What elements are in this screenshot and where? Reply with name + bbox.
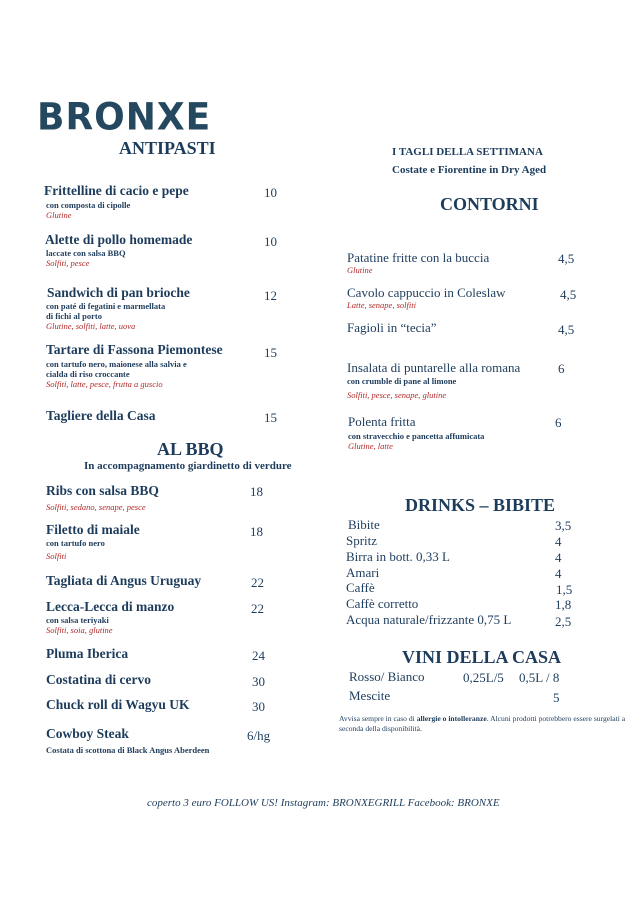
- drink-price: 4: [555, 566, 562, 581]
- menu-item-desc: con paté di fegatini e marmellata: [46, 301, 166, 311]
- menu-item-price: 18: [250, 484, 263, 499]
- menu-item-desc: con tartufo nero, maionese alla salvia e: [46, 359, 187, 369]
- tagli-subtitle: Costate e Fiorentine in Dry Aged: [392, 164, 547, 176]
- menu-item-allergens: Solfiti, latte, pesce, frutta a guscio: [46, 379, 163, 389]
- menu-item-name: Insalata di puntarelle alla romana: [347, 360, 521, 375]
- drink-price: 1,5: [556, 582, 573, 597]
- notice-bold: allergie o intolleranze: [416, 714, 487, 723]
- drink-price: 3,5: [555, 518, 572, 533]
- contorni-title: CONTORNI: [440, 194, 539, 214]
- drink-name: Bibite: [348, 517, 380, 532]
- bbq-subtitle: In accompagnamento giardinetto di verdure: [84, 460, 292, 472]
- menu-item-price: 24: [252, 648, 265, 663]
- menu-item-desc: con salsa teriyaki: [46, 615, 109, 625]
- menu-item-allergens: Glutine: [347, 265, 373, 275]
- notice-prefix: Avvisa sempre in caso di: [339, 714, 417, 723]
- menu-item-name: Frittelline di cacio e pepe: [44, 183, 189, 198]
- menu-item-price: 6: [555, 415, 562, 430]
- tagli-title: I TAGLI DELLA SETTIMANA: [392, 146, 543, 158]
- mescite-price: 5: [553, 690, 560, 705]
- wine-half-price: 0,5L / 8: [519, 670, 560, 685]
- menu-item-price: 15: [264, 345, 277, 360]
- menu-item-allergens: Solfiti, pesce: [46, 258, 90, 268]
- menu-item-allergens: Glutine, latte: [348, 441, 393, 451]
- menu-item-name: Cavolo cappuccio in Coleslaw: [347, 285, 506, 300]
- menu-item-desc: Costata di scottona di Black Angus Aberdeen: [46, 745, 210, 755]
- menu-item-name: Patatine fritte con la buccia: [347, 250, 490, 265]
- menu-item-desc: con composta di cipolle: [46, 200, 131, 210]
- antipasti-title: ANTIPASTI: [119, 138, 216, 158]
- menu-item-price: 22: [251, 575, 264, 590]
- menu-item-name: Chuck roll di Wagyu UK: [46, 697, 190, 712]
- menu-item-allergens: Solfiti: [46, 551, 67, 561]
- menu-item-desc-2: cialda di riso croccante: [46, 369, 130, 379]
- drinks-title: DRINKS – BIBITE: [405, 495, 556, 515]
- menu-item-name: Alette di pollo homemade: [45, 232, 193, 247]
- menu-item-name: Fagioli in “tecia”: [347, 320, 437, 335]
- menu-item-name: Costatina di cervo: [46, 672, 151, 687]
- menu-item-price: 4,5: [558, 322, 575, 337]
- menu-item-name: Tagliere della Casa: [46, 408, 156, 423]
- drink-name: Caffè: [346, 580, 375, 595]
- menu-item-name: Pluma Iberica: [46, 646, 129, 661]
- menu-item-price: 30: [252, 699, 265, 714]
- menu-item-desc: con crumble di pane al limone: [347, 376, 457, 386]
- menu-item-allergens: Glutine: [46, 210, 72, 220]
- menu-item-price: 4,5: [558, 251, 575, 266]
- footer-text: coperto 3 euro FOLLOW US! Instagram: BRONXEGRILL Facebook: BRONXE: [147, 797, 500, 809]
- vini-title: VINI DELLA CASA: [402, 647, 562, 667]
- menu-item-allergens: Latte, senape, solfiti: [347, 300, 416, 310]
- menu-item-price: 6/hg: [247, 728, 271, 743]
- menu-item-name: Lecca-Lecca di manzo: [46, 599, 175, 614]
- drink-name: Spritz: [346, 533, 378, 548]
- menu-item-name: Polenta fritta: [348, 414, 416, 429]
- menu-item-desc: laccate con salsa BBQ: [46, 248, 126, 258]
- menu-item-allergens: Solfiti, pesce, senape, glutine: [347, 390, 447, 400]
- allergy-notice: [339, 714, 639, 734]
- menu-item-price: 4,5: [560, 287, 577, 302]
- brand-logo: BRONXE: [37, 96, 212, 140]
- drink-price: 2,5: [555, 614, 572, 629]
- menu-item-price: 12: [264, 288, 277, 303]
- menu-item-desc-2: di fichi al porto: [46, 311, 102, 321]
- drink-name: Caffè corretto: [346, 596, 419, 611]
- menu-item-allergens: Solfiti, soia, glutine: [46, 625, 113, 635]
- notice-suffix: . Alcuni prodotti potrebbero essere surgelati a seconda della disponibilità.: [339, 714, 626, 733]
- drink-price: 4: [555, 534, 562, 549]
- menu-item-desc: con tartufo nero: [46, 538, 105, 548]
- menu-item-price: 30: [252, 674, 265, 689]
- drink-price: 4: [555, 550, 562, 565]
- menu-item-allergens: Glutine, solfiti, latte, uova: [46, 321, 136, 331]
- drink-name: Birra in bott. 0,33 L: [346, 549, 450, 564]
- menu-item-price: 10: [264, 185, 277, 200]
- menu-item-price: 18: [250, 524, 263, 539]
- menu-item-name: Ribs con salsa BBQ: [46, 483, 159, 498]
- menu-item-allergens: Solfiti, sedano, senape, pesce: [46, 502, 146, 512]
- wine-quarter-price: 0,25L/5: [463, 670, 504, 685]
- bbq-title: AL BBQ: [157, 439, 224, 459]
- menu-item-name: Sandwich di pan brioche: [47, 285, 190, 300]
- wine-label: Rosso/ Bianco: [349, 669, 425, 684]
- drink-price: 1,8: [555, 597, 572, 612]
- menu-item-name: Tartare di Fassona Piemontese: [46, 342, 223, 357]
- mescite-label: Mescite: [349, 688, 391, 703]
- menu-item-desc: con stravecchio e pancetta affumicata: [348, 431, 485, 441]
- menu-item-price: 15: [264, 410, 277, 425]
- menu-item-price: 10: [264, 234, 277, 249]
- menu-item-price: 6: [558, 361, 565, 376]
- menu-item-name: Tagliata di Angus Uruguay: [46, 573, 202, 588]
- drink-name: Acqua naturale/frizzante 0,75 L: [346, 612, 512, 627]
- menu-item-price: 22: [251, 601, 264, 616]
- drink-name: Amari: [346, 565, 380, 580]
- menu-item-name: Cowboy Steak: [46, 726, 129, 741]
- menu-item-name: Filetto di maiale: [46, 522, 140, 537]
